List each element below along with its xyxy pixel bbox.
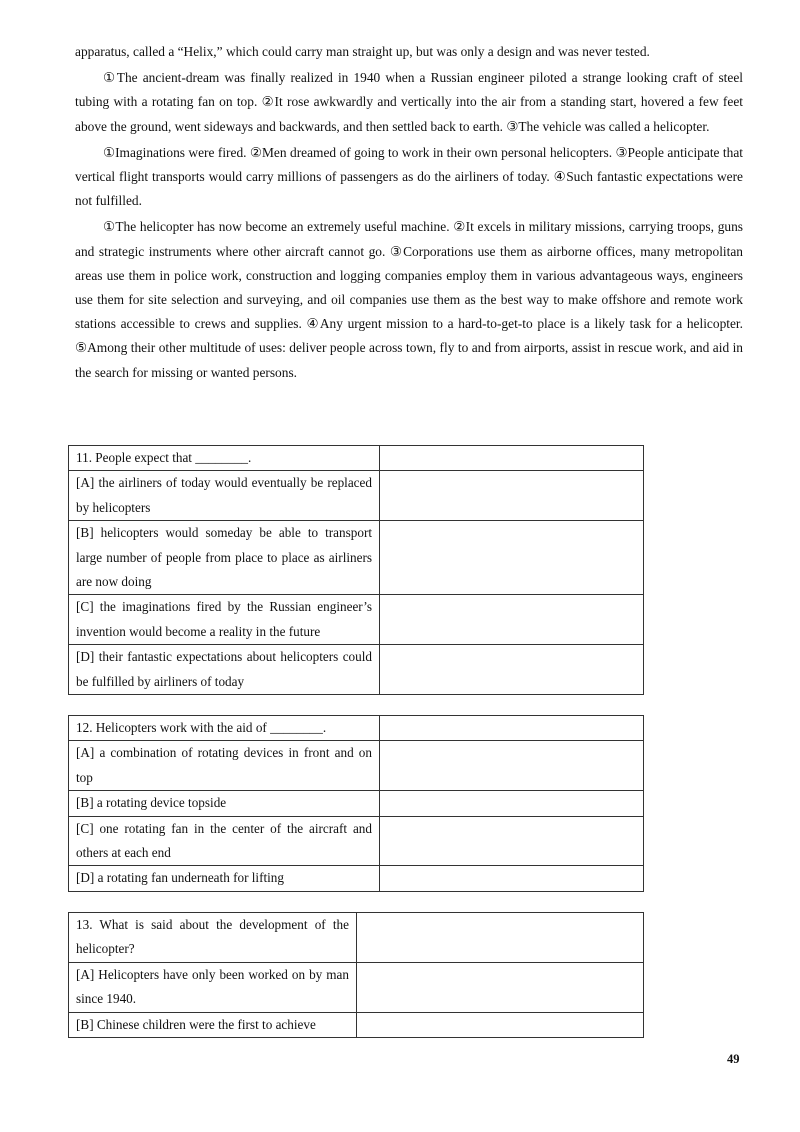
table-row (69, 1012, 644, 1037)
question-13-table (68, 912, 644, 1038)
option-c: [C] the imaginations fired by the Russian engineer’s invention would become a reality in the future (69, 595, 380, 645)
option-d: [D] their fantastic expectations about helicopters could be fulfilled by airliners of today (69, 645, 380, 695)
question-stem: 13. What is said about the development of the helicopter? (69, 913, 357, 963)
option-a: [A] the airliners of today would eventually be replaced by helicopters (69, 471, 380, 521)
answer-cell[interactable] (357, 1012, 644, 1037)
option-c: [C] one rotating fan in the center of the aircraft and others at each end (69, 816, 380, 866)
passage-paragraph-3: ①The helicopter has now become an extremely useful machine. ②It excels in military missions, carrying troops, guns and strategic instruments where other aircraft cannot go. ③Corporations use them as airborne offices, many metropolitan areas use them in police work, construction and logging companies employ them in various advantageous ways, engineers use them for site selection and surveying, and oil companies use them as the best way to make offshore and remote work stations accessible to crews and supplies. ④Any urgent mission to a hard-to-get-to place is a likely task for a helicopter. ⑤Among their other multitude of uses: deliver people across town, fly to and from airports, assist in rescue work, and aid in the search for missing or wanted persons. (75, 219, 743, 380)
table-row (69, 816, 644, 866)
table-row (69, 962, 644, 1012)
option-b: [B] a rotating device topside (69, 791, 380, 816)
question-12-table (68, 715, 644, 892)
answer-cell[interactable] (380, 471, 644, 521)
table-row (69, 645, 644, 695)
answer-cell[interactable] (380, 645, 644, 695)
answer-cell[interactable] (380, 446, 644, 471)
table-row (69, 446, 644, 471)
table-row (69, 471, 644, 521)
passage-paragraph-1: ①The ancient-dream was finally realized in 1940 when a Russian engineer piloted a strange looking craft of steel tubing with a rotating fan on top. ②It rose awkwardly and vertically into the air from a standing start, hovered a few feet above the ground, went sideways and backwards, and then settled back to earth. ③The vehicle was called a helicopter. (75, 70, 743, 134)
answer-cell[interactable] (380, 741, 644, 791)
table-row (69, 716, 644, 741)
table-row (69, 521, 644, 595)
question-11-table (68, 445, 644, 695)
option-a: [A] a combination of rotating devices in front and on top (69, 741, 380, 791)
option-b: [B] Chinese children were the first to achieve (69, 1012, 357, 1037)
answer-cell[interactable] (357, 962, 644, 1012)
answer-cell[interactable] (357, 913, 644, 963)
option-d: [D] a rotating fan underneath for lifting (69, 866, 380, 891)
passage-paragraph-0: apparatus, called a “Helix,” which could carry man straight up, but was only a design and was never tested. (75, 44, 650, 59)
reading-passage (75, 40, 743, 385)
answer-cell[interactable] (380, 595, 644, 645)
option-a: [A] Helicopters have only been worked on by man since 1940. (69, 962, 357, 1012)
table-row (69, 741, 644, 791)
table-row (69, 866, 644, 891)
answer-cell[interactable] (380, 791, 644, 816)
table-row (69, 913, 644, 963)
answer-cell[interactable] (380, 716, 644, 741)
passage-paragraph-2: ①Imaginations were fired. ②Men dreamed of going to work in their own personal helicopters. ③People anticipate that vertical flight transports would carry millions of passengers as do the airliners of today. ④Such fantastic expectations were not fulfilled. (75, 144, 743, 209)
answer-cell[interactable] (380, 816, 644, 866)
table-row (69, 791, 644, 816)
question-stem: 11. People expect that ________. (69, 446, 380, 471)
question-stem: 12. Helicopters work with the aid of ________. (69, 716, 380, 741)
page-number: 49 (727, 1052, 740, 1066)
answer-cell[interactable] (380, 866, 644, 891)
answer-cell[interactable] (380, 521, 644, 595)
option-b: [B] helicopters would someday be able to transport large number of people from place to place as airliners are now doing (69, 521, 380, 595)
table-row (69, 595, 644, 645)
